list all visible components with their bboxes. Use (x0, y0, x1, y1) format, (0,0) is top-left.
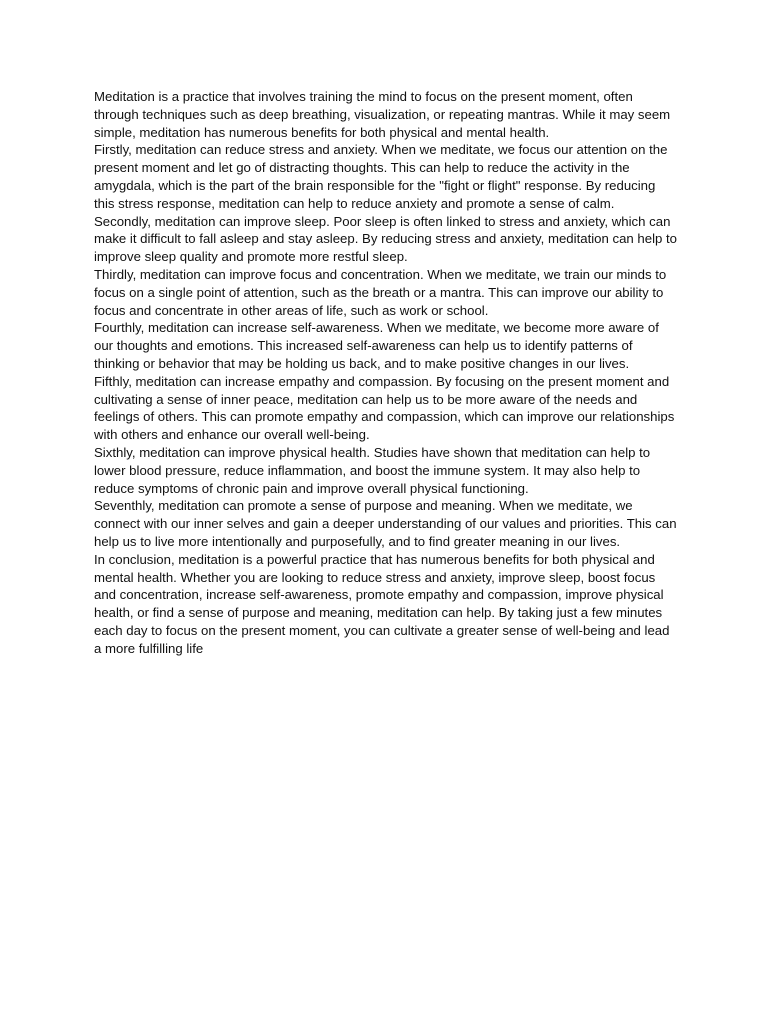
paragraph-physical-health: Sixthly, meditation can improve physical health. Studies have shown that meditation can help to lower blood pressure, reduce inflammation, and boost the immune system. It may also help to reduce symptoms of chronic pain and improve overall physical functioning. (94, 444, 651, 496)
paragraph-focus: Thirdly, meditation can improve focus and concentration. When we meditate, we train our minds to focus on a single point of attention, such as the breath or a mantra. This can improve our ability to focus and concentrate in other areas of life, such as work or school. (94, 266, 667, 318)
document-body (94, 88, 678, 658)
paragraph-purpose: Seventhly, meditation can promote a sense of purpose and meaning. When we meditate, we connect with our inner selves and gain a deeper understanding of our values and priorities. This can help us to live more intentionally and purposefully, and to find greater meaning in our lives. (94, 498, 677, 549)
paragraph-self-awareness: Fourthly, meditation can increase self-awareness. When we meditate, we become more aware of our thoughts and emotions. This increased self-awareness can help us to identify patterns of thinking or behavior that may be holding us back, and to make positive changes in our lives. (94, 320, 659, 371)
paragraph-intro: Meditation is a practice that involves training the mind to focus on the present moment, often through techniques such as deep breathing, visualization, or repeating mantras. While it may seem simple, meditation has numerous benefits for both physical and mental health. (94, 89, 671, 140)
paragraph-conclusion: In conclusion, meditation is a powerful practice that has numerous benefits for both physical and mental health. Whether you are looking to reduce stress and anxiety, improve sleep, boost focus and concentration, increase self-awareness, promote empathy and compassion, improve physical health, or find a sense of purpose and meaning, meditation can help. By taking just a few minutes each day to focus on the present moment, you can cultivate a greater sense of well-being and lead a more fulfilling life (94, 551, 670, 656)
paragraph-sleep: Secondly, meditation can improve sleep. Poor sleep is often linked to stress and anxiety, which can make it difficult to fall asleep and stay asleep. By reducing stress and anxiety, meditation can help to improve sleep quality and promote more restful sleep. (94, 213, 678, 265)
paragraph-stress: Firstly, meditation can reduce stress and anxiety. When we meditate, we focus our attention on the present moment and let go of distracting thoughts. This can help to reduce the activity in the amygdala, which is the part of the brain responsible for the "fight or flight" response. By reducing this stress response, meditation can help to reduce anxiety and promote a sense of calm. (94, 142, 668, 211)
paragraph-empathy: Fifthly, meditation can increase empathy and compassion. By focusing on the present moment and cultivating a sense of inner peace, meditation can help us to be more aware of the needs and feelings of others. This can promote empathy and compassion, which can improve our relationships with others and enhance our overall well-being. (94, 373, 675, 443)
